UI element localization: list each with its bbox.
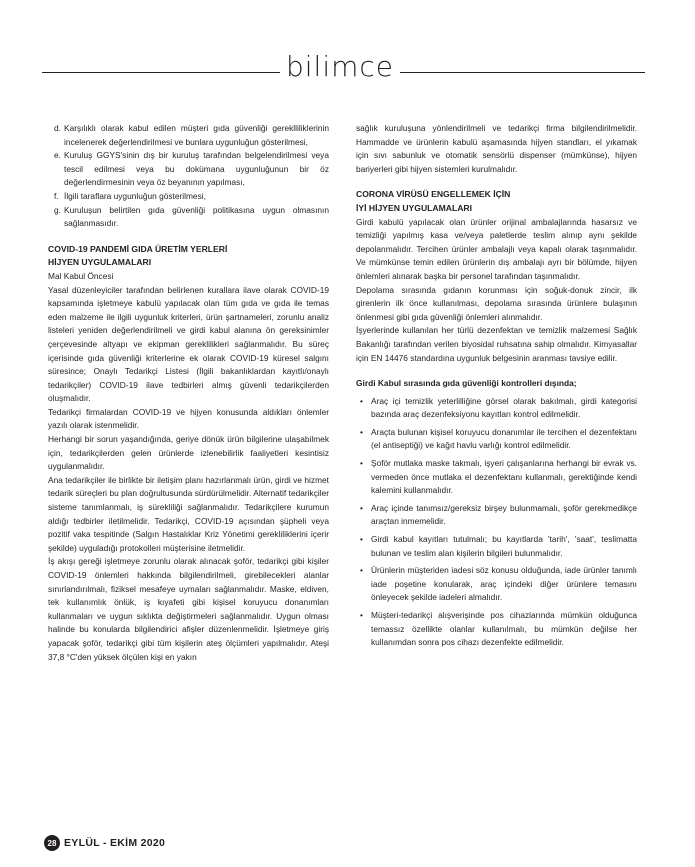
issue-date: EYLÜL - EKİM 2020 <box>64 837 166 849</box>
list-item <box>356 609 637 650</box>
section-heading-line1: COVID-19 PANDEMİ GIDA ÜRETİM YERLERİ <box>48 243 228 254</box>
list-marker: e. <box>54 150 61 161</box>
list-item-text: Girdi kabul kayıtları tutulmalı; bu kayıtlarda 'tarih', 'saat', teslimatta bulunan ve teslim alan kişilerin bilgileri bulunmalıdır. <box>371 534 637 558</box>
list-item-text: Araçta bulunan kişisel koruyucu donanımlar ile tercihen el dezenfektanı (el antiseptiği) ve kağıt havlu varlığı kontrol edilmelidir. <box>371 426 637 451</box>
list-item <box>48 149 329 190</box>
list-item <box>356 395 637 422</box>
masthead <box>0 50 695 90</box>
list-item-text: Ürünlerin müşteriden iadesi söz konusu olduğunda, iade ürünler tanımlı iade poşetine konularak, araç içindeki diğer ürünlere temasını önleyecek şekilde iadeleri almalıdır. <box>371 565 637 603</box>
list-item <box>356 502 637 529</box>
list-item <box>356 457 637 498</box>
list-item-text: Kuruluşun belirtilen gıda güvenliği politikasına uygun olmasının sağlanmasıdır. <box>64 204 329 229</box>
list-item-text: İlgili taraflara uygunluğun gösterilmesi, <box>64 190 206 201</box>
list-item <box>356 533 637 560</box>
section-heading <box>48 243 329 270</box>
list-item-text: Kuruluş GGYS'sinin dış bir kuruluş tarafından belgelendirilmesi veya tescil edilmesi veya bu dokümana uygunluğunun bir öz değerlendirmesinin veya öz beyanının yapılması, <box>64 150 329 188</box>
list-item <box>48 122 329 149</box>
checks-list <box>356 395 637 650</box>
bullet-marker: • <box>360 395 363 406</box>
list-item <box>48 190 329 204</box>
body-paragraph: Ana tedarikçiler ile birlikte bir iletişim planı hazırlanmalı ürün, girdi ve hizmet tedarik süreçleri bu plan doğrultusunda sürdürülmelidir. Alternatif tedarikçiler sisteme tanımlanmalı, iş sürekliliği sağlanmalıdır. Tedarikçilere kurumun aldığı tedbirler iletilmelidir. Tedarikçi, COVID-19 açısından şüpheli veya pozitif vaka tespitinde (Salgın Hastalıklar Kriz Yönetimi gerekliliklerini içerir şekilde) uyguladığı protokolleri müşterisine iletmelidir. <box>48 474 329 553</box>
magazine-brand: bilimce <box>285 50 394 83</box>
bullet-marker: • <box>360 534 363 545</box>
lettered-list <box>48 122 329 231</box>
list-item-text: Araç içi temizlik yeterlilliğine görsel olarak bakılmalı, girdi kategorisi bazında araç dezenfeksiyonu kayıtları kontrol edilmelidir. <box>371 395 637 420</box>
section-subtitle: Mal Kabul Öncesi <box>48 270 114 281</box>
checks-heading: Girdi Kabul sırasında gıda güvenliği kontrolleri dışında; <box>356 378 577 389</box>
list-marker: g. <box>54 204 61 215</box>
list-marker: f. <box>54 190 59 201</box>
section-heading-line2: HİJYEN UYGULAMALARI <box>48 257 152 268</box>
bullet-marker: • <box>360 610 363 620</box>
bullet-marker: • <box>360 458 363 469</box>
section-heading-line1: CORONA VİRÜSÜ ENGELLEMEK İÇİN <box>356 189 511 200</box>
body-paragraph: Depolama sırasında gıdanın korunması için soğuk-donuk zincir, ilk girenlerin ilk önce kullanılması, depolama sırasında ürünlere bulaşının önlenmesi gibi gıda güvenliği önlemleri alınmalıdır. <box>356 284 637 322</box>
section-heading <box>356 188 637 215</box>
body-paragraph: Girdi kabulü yapılacak olan ürünler orijinal ambalajlarında hasarsız ve temizliği yapılmış kasa ve/veya paletlerde teslim alınıp aynı şekilde depolanmalıdır. Tercihen ürünler ambalajlı veya kapalı olarak taşınmalıdır. Ve mümkünse temin edilen ürünlerin dış ambalajı ayrı bir bölümde, hijyen önlemleri alınarak başka bir personel tarafından taşınmalıdır. <box>356 216 637 281</box>
masthead-rule-left <box>42 72 280 73</box>
body-paragraph: Tedarikçi firmalardan COVID-19 ve hijyen konusunda aldıkları önlemler yazılı olarak istenmelidir. <box>48 406 329 431</box>
bullet-marker: • <box>360 502 363 513</box>
list-item <box>48 204 329 231</box>
list-item-text: Şoför mutlaka maske takmalı, işyeri çalışanlarına herhangi bir evrak vs. vermeden önce mutlaka el dezenfektanı kullanmalı, gerektiğinde kendi kalemini kullanmalıdır. <box>371 458 637 496</box>
page-footer <box>44 835 165 851</box>
page-number-badge: 28 <box>44 835 60 851</box>
body-paragraph: Yasal düzenleyiciler tarafından belirlenen kurallara ilave olarak COVID-19 kapsamında işletmeye kabulü yapılacak olan tüm gıda ve gıda ile temas eden malzeme ile ilgili uygunluk kriterleri, ürün şartnameleri, zorunlu analiz listeleri yeniden değerlendirilmeli ve girdi kabul alanına ön gereksinimler çerçevesinde altyapı ve ekipman gereklilikleri sağlanmalıdır. Bu süreç içerisinde gıda güvenliği kriterlerine ek olarak COVID-19 küresel salgını süresince; Onaylı Tedarikçi Listesi (İlgili bakanlıklardan kayıtlı/onaylı tedarikçiler) COVID-19 ilave tedbirleri almış güvenli tedarikçilerden oluşmalıdır. <box>48 284 329 404</box>
list-item-text: Karşılıklı olarak kabul edilen müşteri gıda güvenliği gereklliliklerinin incelenerek değerlendirilmesi ve bunlara uygunluğun gösterilmesi, <box>64 123 329 147</box>
masthead-rule-right <box>400 72 645 73</box>
body-paragraph: sağlık kuruluşuna yönlendirilmeli ve tedarikçi firma bilgilendirilmelidir. Hammadde ve ürünlerin kabulü aşamasında hijyen standları, el yıkamak için sıvı sabunluk ve otomatik sensörlü dispenser (mümkünse), hijyen bariyerleri gibi hijyen sistemleri kurulmalıdır. <box>356 123 637 174</box>
body-paragraph: İş akışı gereği işletmeye zorunlu olarak alınacak şoför, tedarikçi gibi kişiler COVID-19 önlemleri hakkında bilgilendirilmeli, girebilecekleri alanlar sınırlandırılmalı, fiziksel mesafeye uymaları sağlanmalıdır. Maske, eldiven, tek kullanımlık önlük, iş kıyafeti gibi kişisel koruyucu donanımları kullanmaları ve uygun sıklıkta değiştirmeleri sağlanmalıdır. Uygun olması halinde bu konularda bilgilendirici afişler düzenlenmelidir. İşletmeye giriş yapacak şoför, tedarikçi gibi tüm kişilerin ateş ölçümleri yapılmalıdır. Ateşi 37,8 °C'den yüksek ölçülen kişi en yakın <box>48 556 329 662</box>
list-item <box>356 564 637 605</box>
body-paragraph: Herhangi bir sorun yaşandığında, geriye dönük ürün bilgilerine ulaşabilmek için, tedarikçilerden gelen ürünlerde izlenebilirlik faaliyetleri kesintisiz uygulanmalıdır. <box>48 434 329 472</box>
right-column <box>356 122 637 654</box>
section-heading-line2: İYİ HİJYEN UYGULAMALARI <box>356 202 473 213</box>
list-item <box>356 426 637 453</box>
left-column <box>48 122 329 664</box>
list-item-text: Müşteri-tedarikçi alışverişinde pos cihazlarında mümkün olduğunca temassız özellikte olanlar kullanılmalı, bu mümkün değilse her kullanımdan sonra pos cihazı dezenfekte edilmelidir. <box>371 610 637 648</box>
list-marker: d. <box>54 123 61 133</box>
body-paragraph: İşyerlerinde kullanılan her türlü dezenfektan ve temizlik malzemesi Sağlık Bakanlığı tarafından verilen biyosidal ruhsatına sahip olmalıdır. Kimyasallar için EN 14476 standardına uygunluk belgesinin aranması tavsiye edilir. <box>356 325 637 363</box>
bullet-marker: • <box>360 565 363 576</box>
list-item-text: Araç içinde tanımsız/gereksiz birşey bulunmamalı, şoför gerekmedikçe araçtan inmemelidir. <box>371 502 637 527</box>
bullet-marker: • <box>360 426 363 437</box>
